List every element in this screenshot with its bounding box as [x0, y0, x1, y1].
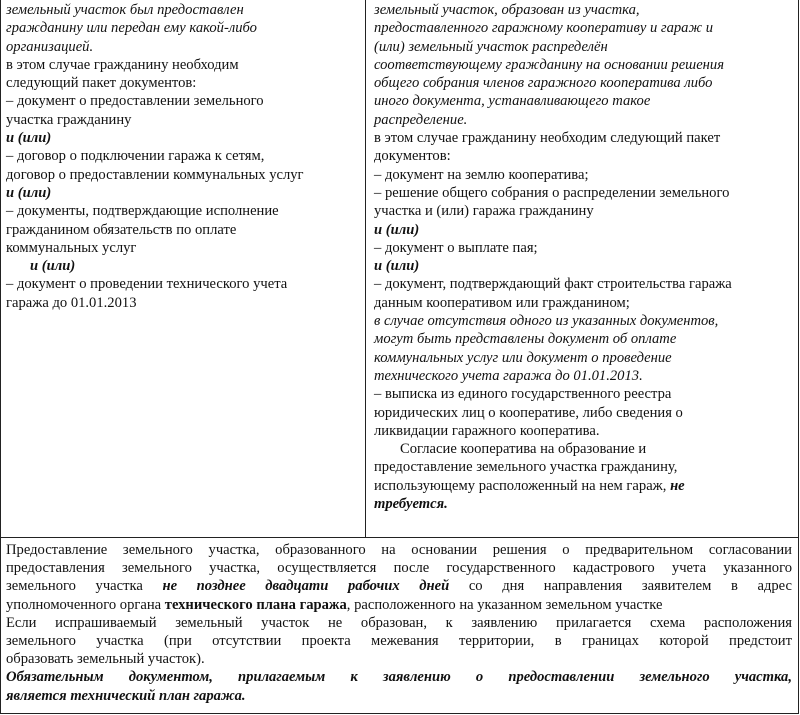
text-line	[374, 422, 788, 440]
text-line	[374, 111, 788, 129]
text-run: – документ о проведении технического учета	[6, 276, 288, 293]
text-run: документов:	[374, 148, 451, 165]
text-line	[6, 147, 359, 165]
text-line	[6, 74, 359, 92]
text-line	[6, 632, 792, 650]
text-run: – документ о выплате пая;	[374, 239, 538, 256]
text-line	[6, 650, 792, 668]
text-run: могут быть представлены документ об оплате	[374, 331, 677, 348]
text-run: – документы, подтверждающие исполнение	[6, 203, 279, 220]
text-line	[374, 221, 788, 239]
emphasis-text: и (или)	[30, 258, 76, 275]
text-line	[374, 56, 788, 74]
text-line	[6, 184, 359, 202]
text-line	[374, 129, 788, 147]
text-run: технического учета гаража до 01.01.2013.	[374, 367, 643, 384]
text-run: коммунальных услуг	[6, 239, 137, 256]
text-run: юридических лиц о кооперативе, либо сведения о	[374, 404, 683, 421]
text-run: ликвидации гаражного кооператива.	[374, 422, 600, 439]
text-run: земельного участка (при отсутствии проекта межевания территории, в границах которой предстоит	[6, 632, 792, 649]
text-line	[374, 330, 788, 348]
text-line	[6, 577, 792, 595]
emphasis-text: и (или)	[374, 221, 420, 238]
text-line	[374, 184, 788, 202]
text-run: данным кооперативом или гражданином;	[374, 294, 630, 311]
text-run: участка гражданину	[6, 111, 132, 128]
emphasis-text: и (или)	[374, 258, 420, 275]
text-run: земельный участок был предоставлен	[6, 2, 244, 18]
text-line	[6, 38, 359, 56]
text-run: гражданину или передан ему какой-либо	[6, 20, 257, 37]
text-run: в этом случае гражданину необходим	[6, 56, 239, 73]
text-line	[6, 166, 359, 184]
text-run: гражданином обязательств по оплате	[6, 221, 237, 238]
text-line	[374, 74, 788, 92]
text-line	[374, 367, 788, 385]
text-line	[374, 257, 788, 275]
text-line	[6, 668, 792, 686]
text-line	[374, 202, 788, 220]
text-run: – договор о подключении гаража к сетям,	[6, 148, 265, 165]
text-line	[6, 275, 359, 293]
text-run: предоставления земельного участка, осуществляется после государственного кадастрового учета указанного	[6, 560, 792, 577]
text-run: со дня направления заявителем в адрес	[449, 578, 792, 595]
text-run: Согласие кооператива на образование и	[400, 441, 647, 458]
text-line	[374, 458, 788, 476]
text-line	[6, 239, 359, 257]
right-cell-text	[374, 1, 788, 513]
emphasis-text: требуется.	[374, 496, 448, 513]
emphasis-text: и (или)	[6, 130, 52, 147]
text-run: уполномоченного органа	[6, 596, 165, 613]
text-run: следующий пакет документов:	[6, 75, 197, 92]
text-run: договор о предоставлении коммунальных услуг	[6, 166, 304, 183]
text-run: в случае отсутствия одного из указанных документов,	[374, 313, 719, 330]
table-row-bottom	[1, 538, 798, 714]
emphasis-text: является технический план гаража.	[6, 687, 246, 704]
text-line	[374, 312, 788, 330]
text-line	[6, 687, 792, 705]
emphasis-text: Обязательным документом, прилагаемым к заявлению о предоставлении земельного участка,	[6, 669, 792, 686]
text-line	[6, 56, 359, 74]
text-line	[6, 1, 359, 19]
text-line	[374, 166, 788, 184]
text-run: предоставление земельного участка гражданину,	[374, 459, 678, 476]
text-run: участка и (или) гаража гражданину	[374, 203, 594, 220]
text-run: использующему расположенный на нем гараж,	[374, 477, 671, 494]
text-line	[374, 1, 788, 19]
table-row-top	[1, 0, 798, 538]
emphasis-text: не позднее двадцати рабочих дней	[162, 578, 450, 595]
left-cell	[1, 0, 366, 537]
text-run: иного документа, устанавливающего такое	[374, 93, 651, 110]
text-run: , расположенного на указанном земельном участке	[346, 596, 663, 613]
text-line	[6, 221, 359, 239]
text-line	[374, 38, 788, 56]
text-line	[374, 92, 788, 110]
text-line	[6, 294, 359, 312]
text-run: – решение общего собрания о распределении земельного	[374, 184, 730, 201]
text-line	[6, 92, 359, 110]
text-run: (или) земельный участок распределён	[374, 38, 608, 55]
text-run: земельного участка	[6, 578, 163, 595]
text-run: общего собрания членов гаражного кооператива либо	[374, 75, 713, 92]
text-run: образовать земельный участок).	[6, 651, 205, 668]
text-run: соответствующему гражданину на основании решения	[374, 56, 725, 73]
text-run: земельный участок, образован из участка,	[374, 2, 640, 18]
bottom-cell-text	[6, 541, 792, 705]
text-line	[374, 275, 788, 293]
text-line	[6, 202, 359, 220]
emphasis-text: и (или)	[6, 184, 52, 201]
text-run: – документ о предоставлении земельного	[6, 93, 264, 110]
text-run: Предоставление земельного участка, образованного на основании решения о предварительном согласовании	[6, 542, 792, 558]
text-line	[374, 294, 788, 312]
emphasis-text: не	[670, 477, 685, 494]
text-run: коммунальных услуг или документ о проведение	[374, 349, 672, 366]
text-run: организацией.	[6, 38, 94, 55]
text-line	[6, 111, 359, 129]
text-run: предоставленного гаражному кооперативу и гараж и	[374, 20, 713, 37]
text-line	[6, 596, 792, 614]
text-line	[374, 349, 788, 367]
text-line	[374, 495, 788, 513]
left-cell-text	[6, 1, 359, 312]
right-cell	[367, 0, 798, 537]
text-line	[374, 477, 788, 495]
text-line	[6, 129, 359, 147]
text-run: гаража до 01.01.2013	[6, 294, 137, 311]
text-line	[374, 147, 788, 165]
text-run: распределение.	[374, 111, 468, 128]
text-run: – документ, подтверждающий факт строительства гаража	[374, 276, 732, 293]
text-line	[374, 19, 788, 37]
text-run: – выписка из единого государственного реестра	[374, 386, 672, 403]
text-line	[6, 614, 792, 632]
text-line	[374, 239, 788, 257]
text-line	[6, 19, 359, 37]
text-line	[374, 440, 788, 458]
text-line	[6, 559, 792, 577]
text-line	[6, 257, 359, 275]
emphasis-text: технического плана гаража	[164, 596, 347, 613]
text-run: Если испрашиваемый земельный участок не образован, к заявлению прилагается схема расположения	[6, 614, 792, 631]
text-line	[374, 404, 788, 422]
text-line	[6, 541, 792, 559]
text-run: – документ на землю кооператива;	[374, 166, 589, 183]
text-line	[374, 385, 788, 403]
text-run: в этом случае гражданину необходим следующий пакет	[374, 130, 721, 147]
